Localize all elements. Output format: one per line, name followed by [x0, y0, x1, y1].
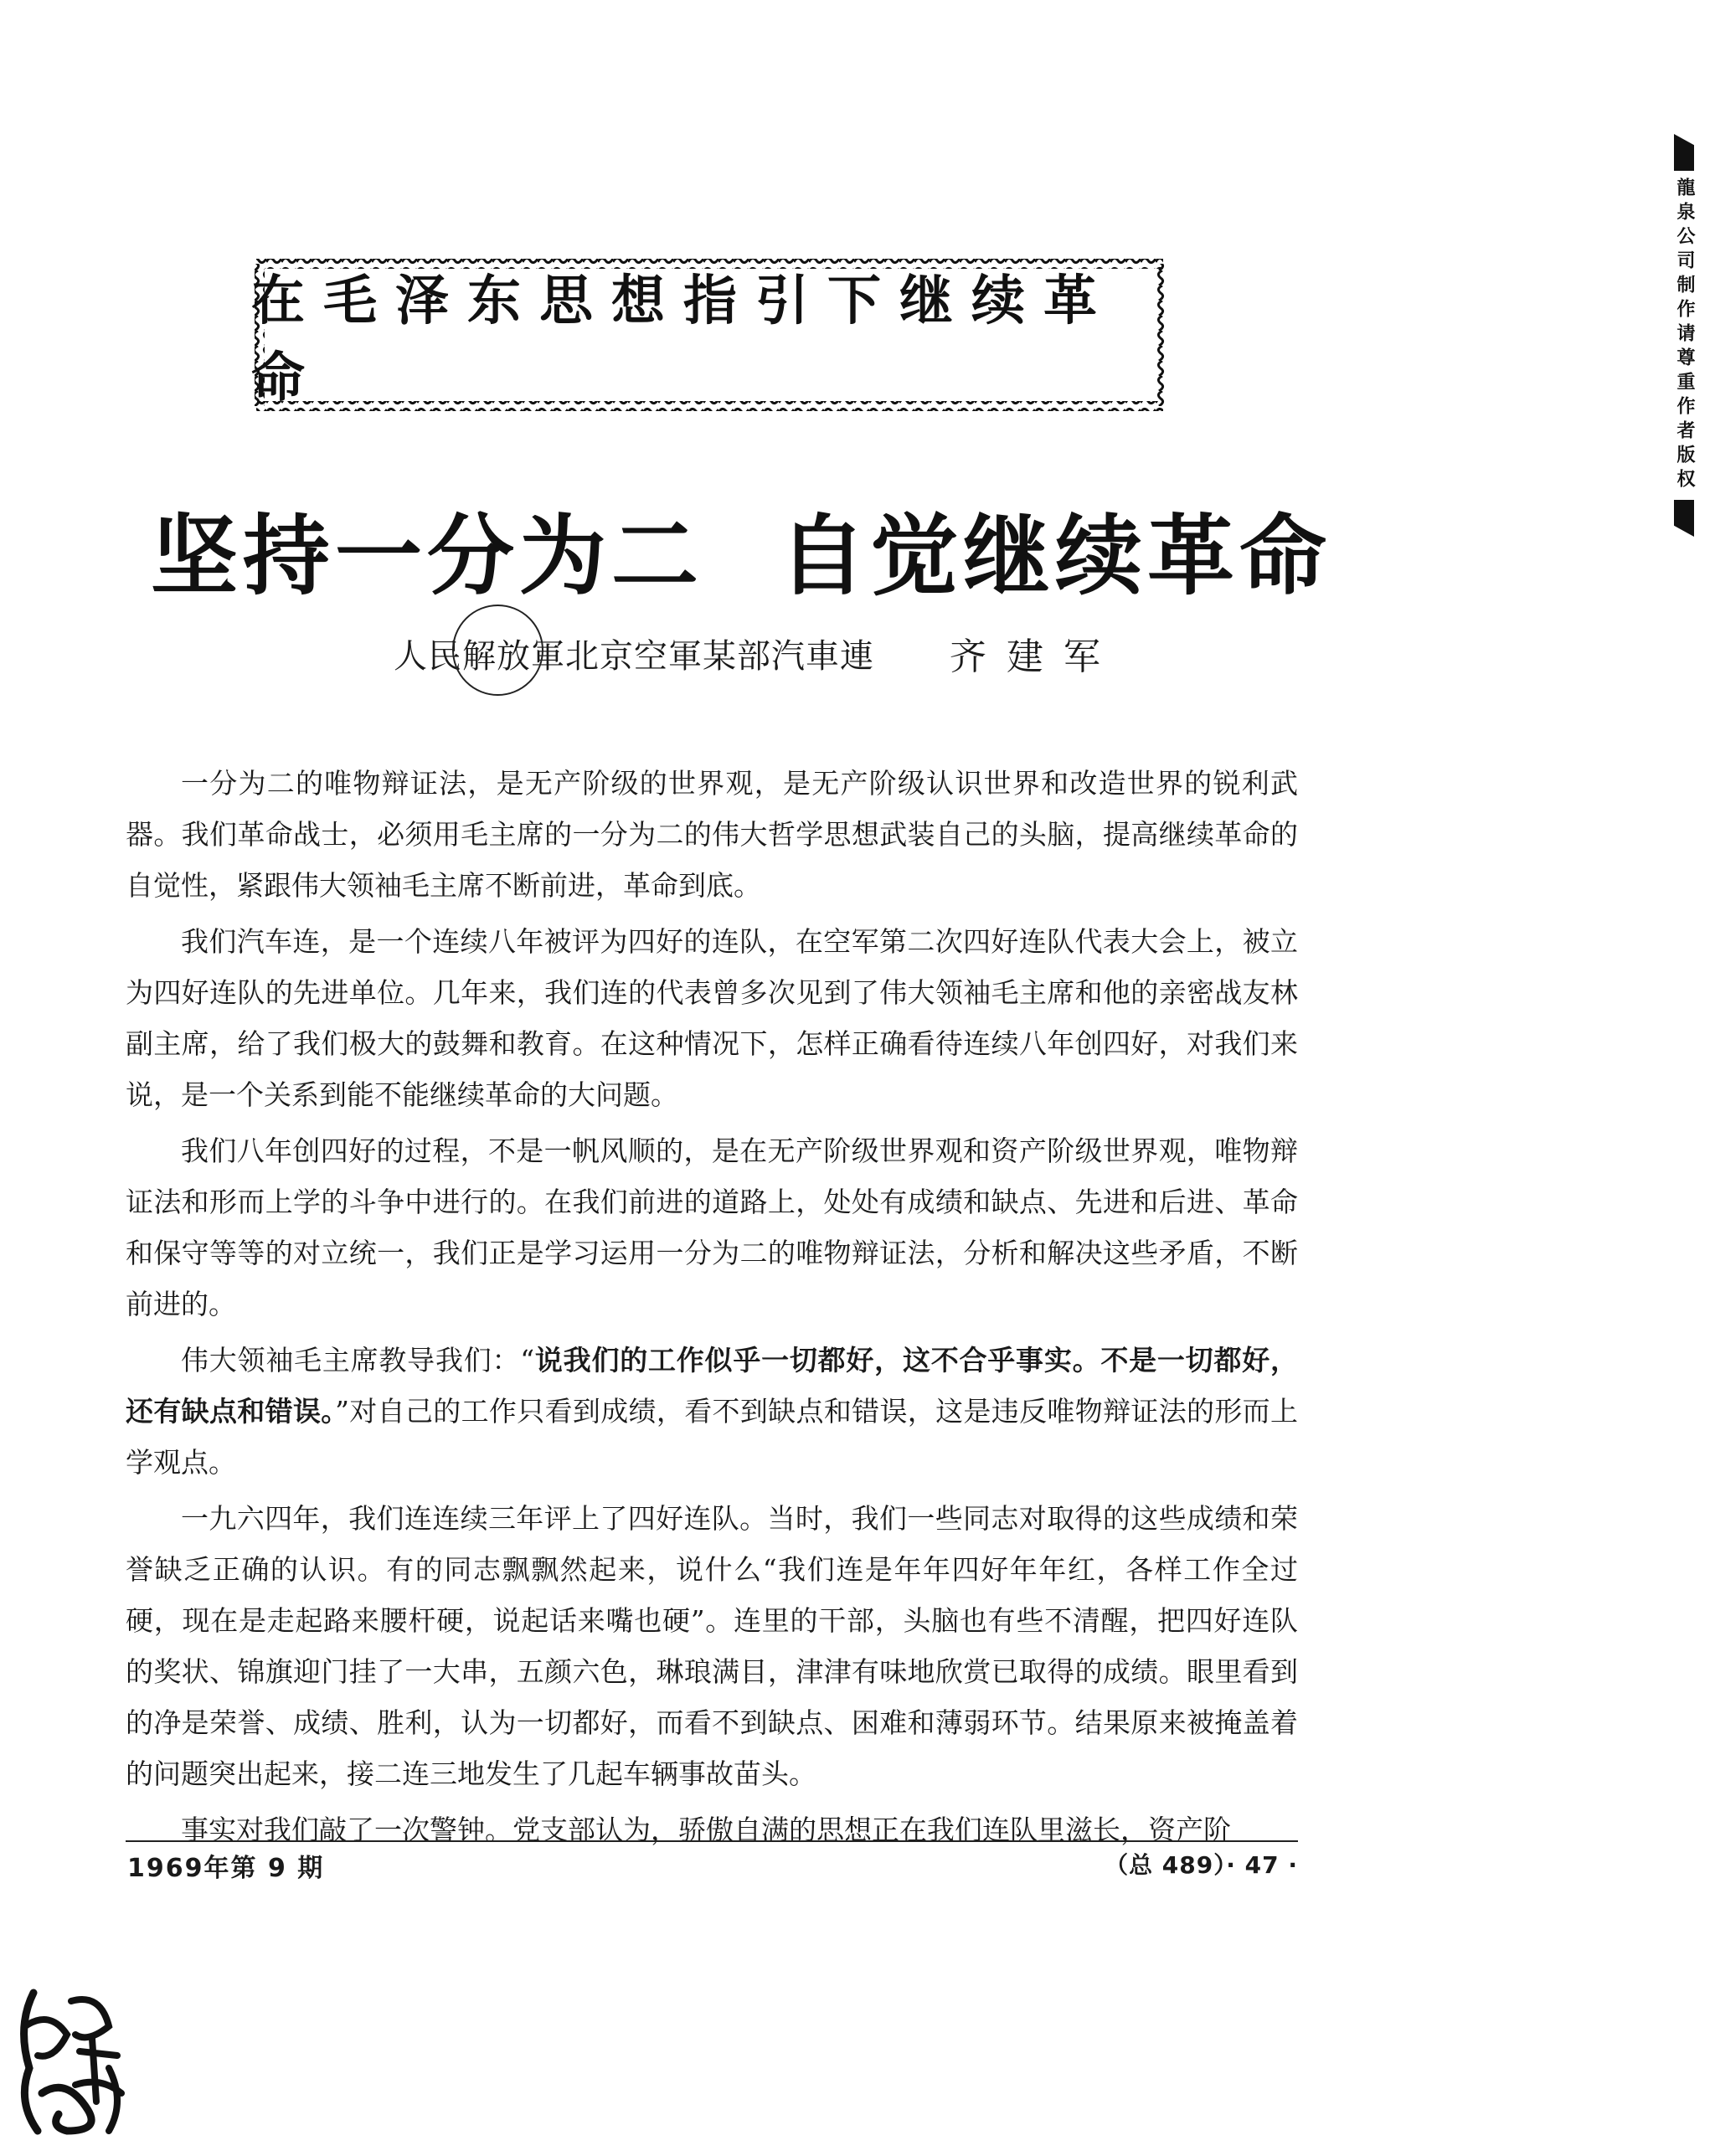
article-title	[151, 486, 1332, 611]
paragraph-2: 我们汽车连，是一个连续八年被评为四好的连队，在空军第二次四好连队代表大会上，被立为四好连队的先进单位。几年来，我们连的代表曾多次见到了伟大领袖毛主席和他的亲密战友林副主席，给了我们极大的鼓舞和教育。在这种情况下，怎样正确看待连续八年创四好，对我们来说，是一个关系到能不能继续革命的大问题。	[126, 925, 1298, 1111]
paragraph-4: 伟大领袖毛主席教导我们：“说我们的工作似乎一切都好，这不合乎事实。不是一切都好，还有缺点和错误。”对自己的工作只看到成绩，看不到缺点和错误，这是违反唯物辩证法的形而上学观点。	[126, 1344, 1299, 1479]
issue-label: 1969年第 9 期	[127, 1854, 325, 1883]
watermark-text: 龍泉公司制作请尊重作者版权	[1674, 178, 1695, 493]
paragraph-5: 一九六四年，我们连连续三年评上了四好连队。当时，我们一些同志对取得的这些成绩和荣誉缺乏正确的认识。有的同志飘飘然起来，说什么“我们连是年年四好年年红，各样工作全过硬，现在是走起路来腰杆硬，说起话来嘴也硬”。连里的干部，头脑也有些不清醒，把四好连队的奖状、锦旗迎门挂了一大串，五颜六色，琳琅满目，津津有味地欣赏已取得的成绩。眼里看到的净是荣誉、成绩、胜利，认为一切都好，而看不到缺点、困难和薄弱环节。结果原来被掩盖着的问题突出起来，接二连三地发生了几起车辆事故苗头。	[126, 1502, 1298, 1790]
copyright-watermark	[1665, 134, 1703, 537]
title-part-1: 坚持一分为二	[151, 505, 704, 607]
author-unit: 人民解放軍北京空軍某部汽車連	[394, 630, 874, 677]
footer-rule	[126, 1840, 1298, 1842]
paragraph-1: 一分为二的唯物辩证法，是无产阶级的世界观，是无产阶级认识世界和改造世界的锐利武器。我们革命战士，必须用毛主席的一分为二的伟大哲学思想武装自己的头脑，提高继续革命的自觉性，紧跟伟大领袖毛主席不断前进，革命到底。	[126, 767, 1298, 902]
author-name: 齐建军	[950, 635, 1120, 678]
paragraph-6: 事实对我们敲了一次警钟。党支部认为，骄傲自满的思想正在我们连队里滋长，资产阶	[181, 1814, 1231, 1846]
seal-stamp-icon	[8, 1976, 134, 2143]
banner-heading: 在毛泽东思想指引下继续革命	[251, 270, 1115, 409]
chairman-quote: 说我们的工作似乎一切都好，这不合乎事实。不是一切都好，还有缺点和错误。	[126, 1344, 1298, 1428]
paragraph-3: 我们八年创四好的过程，不是一帆风顺的，是在无产阶级世界观和资产阶级世界观，唯物辩证法和形而上学的斗争中进行的。在我们前进的道路上，处处有成绩和缺点、先进和后进、革命和保守等等的对立统一，我们正是学习运用一分为二的唯物辩证法，分析和解决这些矛盾，不断前进的。	[126, 1135, 1298, 1320]
section-banner	[251, 255, 1168, 414]
page-number: （总 489）· 47 ·	[1105, 1851, 1298, 1879]
watermark-bar-bottom	[1674, 500, 1694, 537]
watermark-bar-top	[1674, 134, 1694, 171]
article-body	[126, 758, 1298, 1860]
title-part-2: 自觉继续革命	[779, 505, 1332, 607]
byline	[394, 624, 1120, 682]
circle-mark	[452, 605, 543, 696]
